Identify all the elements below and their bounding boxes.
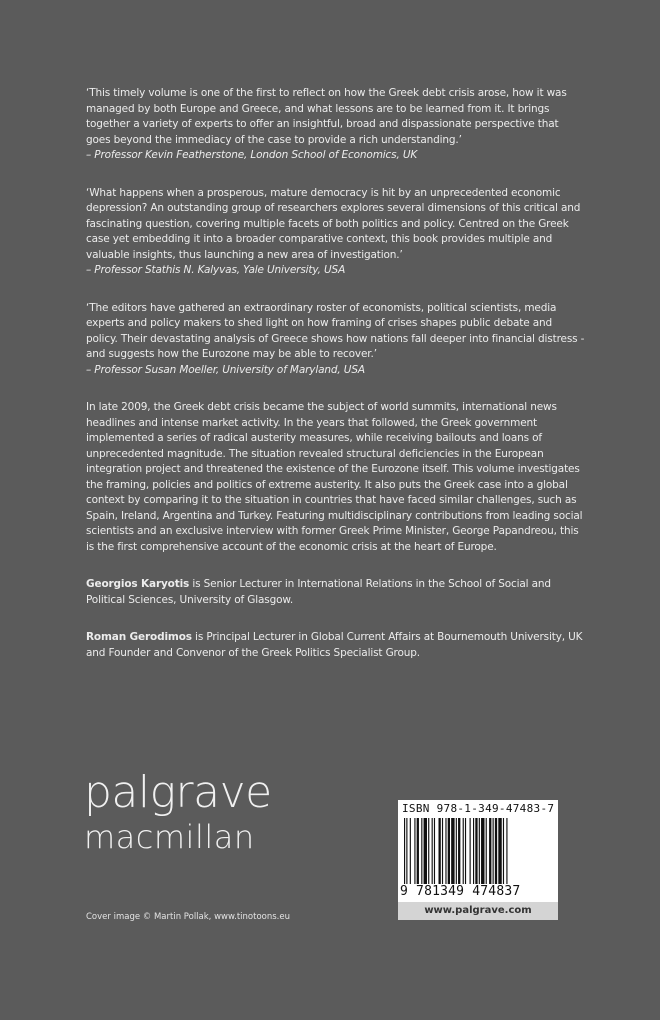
barcode-bar (481, 818, 484, 884)
barcode-bar (486, 818, 487, 884)
quote-text: ‘This timely volume is one of the first to reflect on how the Greek debt crisis arose, how it was managed by both Europe and Greece, and what lessons are to be learned from it. It brings together a variety of experts to offer an insightful, broad and dispassionate perspective that goes beyond the immediacy of the case to provide a rich understanding.’ (86, 87, 567, 146)
barcode-bar (404, 818, 405, 884)
quote-attribution: – Professor Stathis N. Kalyvas, Yale University, USA (86, 264, 346, 276)
barcode-bar (473, 818, 474, 884)
review-quote-2 (86, 186, 586, 279)
barcode-bar (489, 818, 491, 884)
barcode-bar (465, 818, 466, 884)
author-bio-2 (86, 630, 586, 661)
barcode-bar (498, 818, 501, 884)
barcode-bar (442, 818, 443, 884)
barcode-bar (414, 818, 415, 884)
author-name: Georgios Karyotis (86, 578, 190, 590)
barcode-bar (470, 818, 471, 884)
publisher-logo-line1: palgrave (84, 767, 272, 818)
barcode-bar (445, 818, 446, 884)
barcode-bar (421, 818, 422, 884)
barcode-bar (495, 818, 497, 884)
barcode-bars (404, 818, 552, 884)
barcode-bar (463, 818, 464, 884)
barcode-bar (424, 818, 427, 884)
barcode-bar (503, 818, 504, 884)
author-bio-text: is Senior Lecturer in International Relations in the School of Social and Political Sciences, University of Glasgow. (86, 578, 551, 606)
barcode-bar (428, 818, 429, 884)
barcode-bar (493, 818, 494, 884)
quote-text: ‘The editors have gathered an extraordinary roster of economists, political scientists, media experts and policy makers to shed light on how framing of crises shapes public debate and policy. Their devastating analysis of Greece shows how nations fall deeper into financial distress - and suggests how the Eurozone may be able to recover.’ (86, 301, 585, 360)
cover-image-credit: Cover image © Martin Pollak, www.tinotoons.eu (86, 912, 290, 922)
barcode-bar (506, 818, 507, 884)
quote-text: ‘What happens when a prosperous, mature democracy is hit by an unprecedented economic depression? An outstanding group of researchers explores several dimensions of this critical and fascinating question, covering multiple facets of both politics and policy. Centred on the Greek case yet embedding it into a broader comparative context, this book provides multiple and valuable insights, thus launching a new area of investigation.’ (86, 186, 581, 261)
publisher-website: www.palgrave.com (398, 902, 558, 920)
barcode-bar (439, 818, 441, 884)
barcode-bar (410, 818, 411, 884)
review-quote-1 (86, 86, 586, 164)
barcode-bar (432, 818, 433, 884)
isbn-label: ISBN 978-1-349-47483-7 (402, 802, 555, 815)
review-quote-3 (86, 301, 586, 379)
barcode-bar (434, 818, 435, 884)
barcode-bar (458, 818, 460, 884)
author-bio-1 (86, 577, 586, 608)
cover-text-block (86, 86, 586, 683)
barcode-bar (417, 818, 419, 884)
publisher-logo (84, 768, 272, 856)
barcode-bar (448, 818, 450, 884)
isbn-barcode (398, 800, 558, 902)
barcode-bar (475, 818, 477, 884)
author-bio-text: is Principal Lecturer in Global Current Affairs at Bournemouth University, UK and Founder and Convenor of the Greek Politics Specialist Group. (86, 631, 583, 659)
quote-attribution: – Professor Kevin Featherstone, London School of Economics, UK (86, 149, 418, 161)
ean-digits: 9 781349 474837 (400, 884, 521, 899)
barcode-bar (479, 818, 480, 884)
author-name: Roman Gerodimos (86, 631, 192, 643)
quote-attribution: – Professor Susan Moeller, University of Maryland, USA (86, 363, 365, 376)
barcode-bar (406, 818, 407, 884)
barcode-bar (456, 818, 457, 884)
publisher-logo-line2: macmillan (84, 818, 255, 856)
barcode-bar (451, 818, 454, 884)
book-description: In late 2009, the Greek debt crisis became the subject of world summits, international news headlines and intense market activity. In the years that followed, the Greek government implemented a series of radical austerity measures, while receiving bailouts and loans of unprecedented magnitude. The situation revealed structural deficiencies in the European integration project and threatened the existence of the Eurozone itself. This volume investigates the framing, policies and politics of extreme austerity. It also puts the Greek case into a global context by comparing it to the situation in countries that have faced similar challenges, such as Spain, Ireland, Argentina and Turkey. Featuring multidisciplinary contributions from leading social scientists and an exclusive interview with former Greek Prime Minister, George Papandreou, this is the first comprehensive account of the economic crisis at the heart of Europe. (86, 401, 583, 553)
